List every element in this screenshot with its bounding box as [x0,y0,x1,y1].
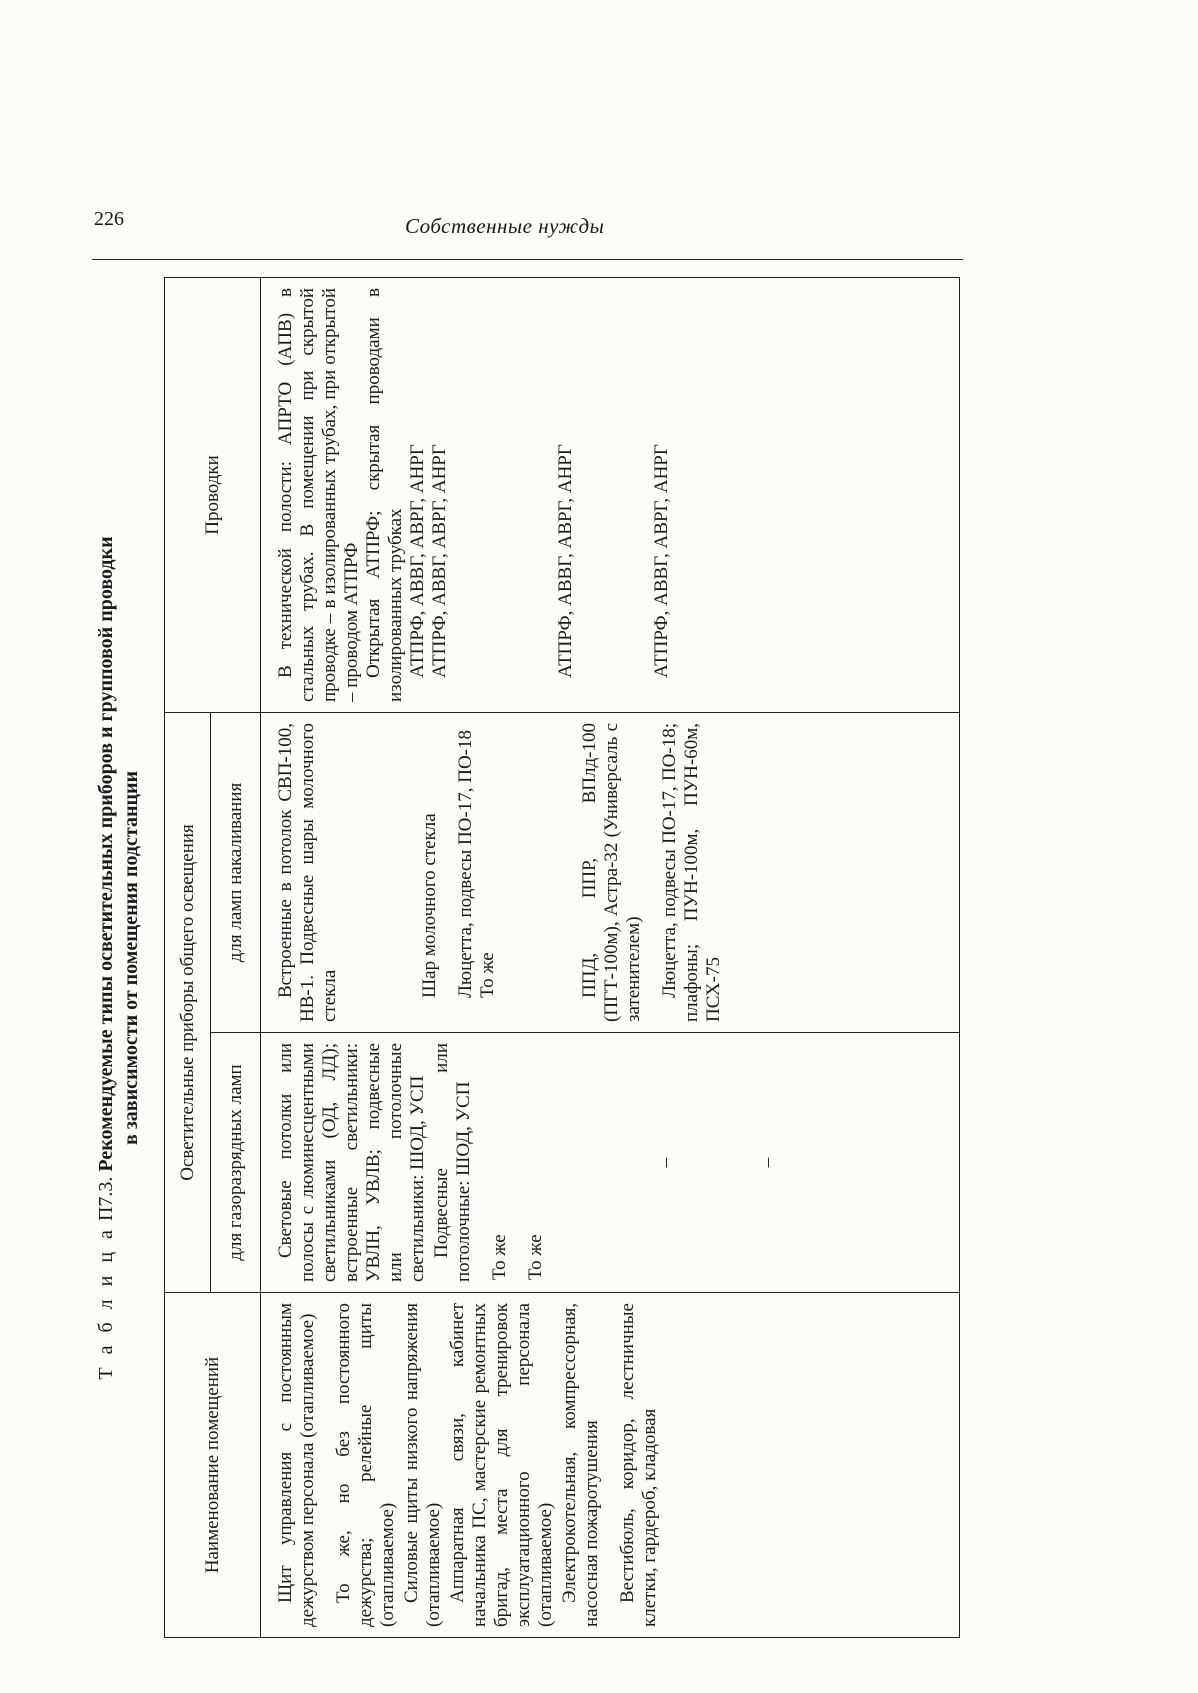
incandescent-cell: Люцетта, подвесы ПО-17, ПО-18 [455,730,476,998]
wiring-cell: АТПРФ, АВВГ, АВРГ, АНРГ [555,444,576,678]
room-cell: Силовые щиты низкого напряжения (отапливаемое) [401,1303,444,1627]
room-cell: То же, но без постоянного дежурства; релейные щиты (отапливаемое) [333,1303,398,1627]
room-cell: Вестибюль, коридор, лестничные клетки, гардероб, кладовая [617,1303,660,1627]
incandescent-cell: Люцетта, подвесы ПО-17, ПО-18; плафоны; ПУН-100м, ПУН-60м, ПСХ-75 [659,722,724,1022]
room-cell: Щит управления с постоянным дежурством персонала (отапливаемое) [275,1303,318,1627]
discharge-cell: – [757,1157,778,1168]
running-title: Собственные нужды [405,214,605,238]
header-room: Наименование помещений [165,1293,261,1638]
rotated-table-block [88,278,963,1638]
wiring-cell: Открытая АТПРФ; скрытая проводами в изолированных трубках [363,287,406,702]
header-discharge: для газоразрядных ламп [211,1033,261,1293]
wiring-cell: АТПРФ, АВВГ, АВРГ, АНРГ [407,444,428,678]
wiring-cell: В технической полости: АПРТО (АПВ) в стальных трубах. В помещении при скрытой проводке – в изолированных трубах, при открытой – проводом АТПРФ [275,287,362,702]
discharge-cell: То же [525,1234,546,1280]
page-number: 226 [94,208,124,230]
incandescent-cell: Встроенные в потолок СВП-100, НВ-1. Подвесные шары молочного стекла [275,722,340,1022]
discharge-cell: Световые потолки или полосы с люминесцентными светильниками (ОД, ЛД); встроенные светильники: УВЛН, УВЛВ; подвесные или потолочные светильники: ШОД, УСП [275,1043,428,1282]
header-rule [92,259,963,260]
column-discharge [261,1033,960,1293]
room-cell: Электрокотельная, компрессорная, насосная пожаротушения [559,1303,602,1627]
table-body-row [261,277,960,1637]
lighting-table [164,277,960,1638]
wiring-cell: АТПРФ, АВВГ, АВРГ, АНРГ [651,444,672,678]
room-cell: Аппаратная связи, кабинет начальника ПС, мастерские ремонтных бригад, места для тренировок эксплуатационного персонала (отапливаемое) [447,1303,556,1627]
discharge-cell: То же [489,1234,510,1280]
caption-number: П7.3. [95,1176,117,1222]
wiring-cell: АТПРФ, АВВГ, АВРГ, АНРГ [429,444,450,678]
header-wiring: Проводки [165,277,261,712]
header-fixtures-group: Осветительные приборы общего освещения [165,712,211,1292]
incandescent-cell: То же [477,952,498,998]
header-incandescent: для ламп накаливания [211,712,261,1032]
caption-line-1 [94,278,119,1638]
column-room [261,1293,960,1638]
incandescent-cell: Шар молочного стекла [419,813,440,998]
caption-label: Т а б л и ц а [95,1226,117,1380]
discharge-cell: Подвесные или потолочные: ШОД, УСП [431,1043,474,1282]
discharge-cell: – [655,1157,676,1168]
column-wiring [261,277,960,712]
caption-title-line-1: Рекомендуемые типы осветительных приборов и групповой проводки [95,536,117,1172]
incandescent-cell: ППД, ППР, ВПлд-100 (ПГТ-100м), Астра-32 (Универсаль с затенителем) [579,722,644,1022]
caption-title-line-2: в зависимости от помещения подстанции [120,770,142,1146]
column-incandescent [261,712,960,1032]
table-caption [88,278,164,1638]
